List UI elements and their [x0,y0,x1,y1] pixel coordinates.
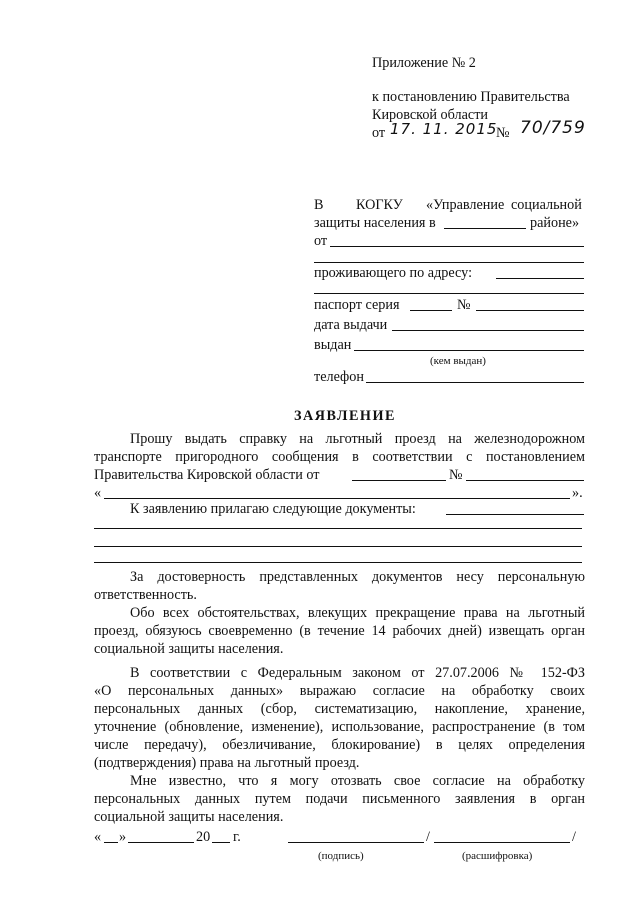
sign-year: 20 [196,829,211,845]
p3-line2: проезд, обязуюсь своевременно (в течение 14 рабочих дней) извещать орган [94,623,585,639]
addressee-socialnoi: социальной [511,197,582,213]
appendix-date-handwritten: 17. 11. 2015 [390,120,498,138]
addressee-v: В [314,197,324,213]
signature-decoding-field[interactable] [434,842,570,843]
addressee-upravlenie: «Управление [426,197,505,213]
phone-field[interactable] [366,382,584,383]
addressee-raione: районе» [530,215,580,231]
attach-field-3[interactable] [94,546,582,547]
resolution-number-field[interactable] [466,480,584,481]
sign-slash-2: / [572,829,576,845]
p4-line5: числе передачу), обезличивание, блокирование) в целях определения [94,737,585,753]
p3-line1: Обо всех обстоятельствах, влекущих прекращение права на льготный [130,605,585,621]
p4-line3: персональных данных (сбор, систематизацию, накопление, хранение, [94,701,585,717]
appendix-date-prefix: от [372,125,386,141]
district-field[interactable] [444,228,526,229]
from-field[interactable] [330,246,584,247]
p4-line2: «О персональных данных» выражаю согласие на обработку своих [94,683,585,699]
from-field-2[interactable] [314,262,584,263]
p5-line1: Мне известно, что я могу отозвать свое согласие на обработку [130,773,585,789]
passport-number-field[interactable] [476,310,584,311]
p5-line2: персональных данных путем подачи письменного заявления в орган [94,791,585,807]
from-label: от [314,233,328,249]
addressee-kogku: КОГКУ [356,197,403,213]
sign-year-field[interactable] [212,842,230,843]
appendix-title: Приложение № 2 [372,55,476,71]
sign-day-field[interactable] [104,842,118,843]
sign-date-open: « [94,829,102,845]
passport-series-label: паспорт серия [314,297,400,313]
caption-decoding: (расшифровка) [462,850,533,862]
p1-line1: Прошу выдать справку на льготный проезд на железнодорожном [130,431,585,447]
p5-line3: социальной защиты населения. [94,809,284,825]
p1-line2: транспорте пригородного сообщения в соответствии с постановлением [94,449,585,465]
issued-by-label: выдан [314,337,352,353]
appendix-number-prefix: № [496,125,510,141]
signature-field[interactable] [288,842,424,843]
quote-open: « [94,485,102,501]
issue-date-field[interactable] [392,330,584,331]
phone-label: телефон [314,369,364,385]
p3-line3: социальной защиты населения. [94,641,284,657]
resolution-date-field[interactable] [352,480,446,481]
address-label: проживающего по адресу: [314,265,473,281]
sign-slash-1: / [426,829,430,845]
appendix-resolution: к постановлению Правительства [372,89,570,105]
statement-title: ЗАЯВЛЕНИЕ [294,408,396,424]
p2-line1: За достоверность представленных документов несу персональную [130,569,585,585]
appendix-region: Кировской области [372,107,488,123]
caption-signature: (подпись) [318,850,364,862]
attach-label: К заявлению прилагаю следующие документы: [130,501,416,517]
issued-by-caption: (кем выдан) [430,355,486,367]
sign-month-field[interactable] [128,842,194,843]
addressee-zashity: защиты населения в [314,215,436,231]
resolution-name-field[interactable] [104,498,570,499]
attach-field-1[interactable] [446,514,584,515]
appendix-number-handwritten: 70/759 [520,118,586,138]
passport-series-field[interactable] [410,310,452,311]
quote-close: ». [572,485,583,501]
p1-line3-a: Правительства Кировской области от [94,467,320,483]
passport-number-label: № [457,297,471,313]
issued-by-field[interactable] [354,350,584,351]
p2-line2: ответственность. [94,587,197,603]
sign-date-close: » [119,829,127,845]
p4-line6: (подтверждения) права на льготный проезд. [94,755,360,771]
attach-field-4[interactable] [94,562,582,563]
address-field-2[interactable] [314,293,584,294]
p4-line4: уточнение (обновление, изменение), использование, распространение (в том [94,719,585,735]
p4-line1: В соответствии с Федеральным законом от 27.07.2006 № 152-ФЗ [130,665,585,681]
issue-date-label: дата выдачи [314,317,388,333]
sign-year-suffix: г. [233,829,241,845]
address-field[interactable] [496,278,584,279]
attach-field-2[interactable] [94,528,582,529]
p1-line3-b: № [449,467,463,483]
